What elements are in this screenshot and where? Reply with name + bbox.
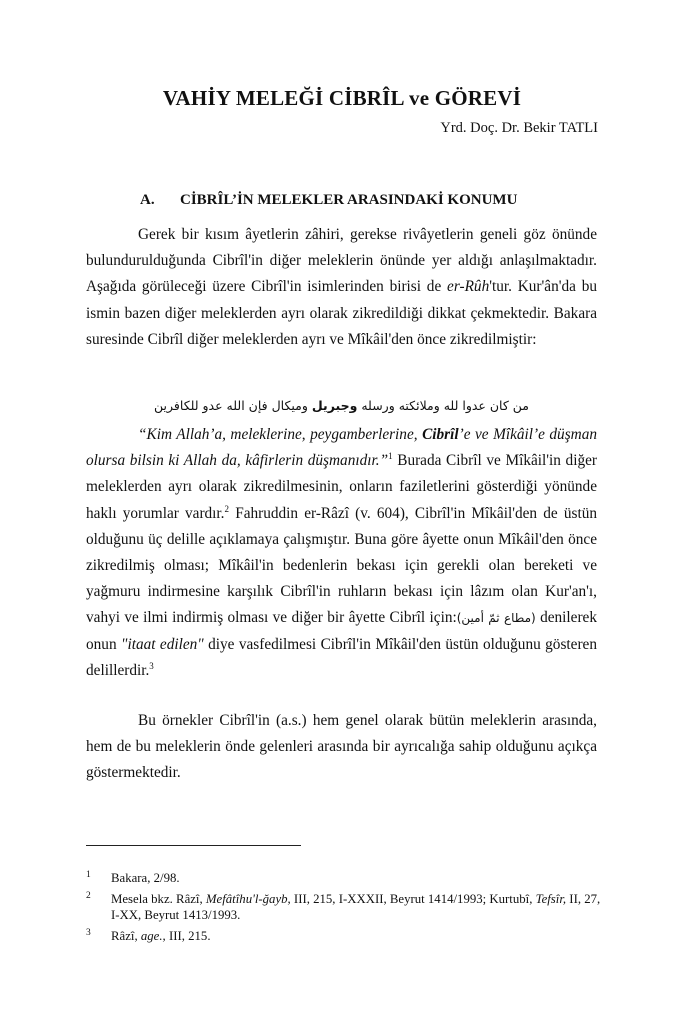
footnote-number: 2 <box>86 891 91 901</box>
arabic-verse <box>86 393 597 419</box>
footnote-1 <box>86 870 601 886</box>
paragraph-2-text-a: Burada Cibrîl ve Mîkâil'in diğer meleklerden ayrı olarak zikredilmesinin, onların faziletlerini gösterdiği yönünde haklı yorumlar vardır. <box>86 452 597 522</box>
arabic-verse-before: من كان عدوا لله وملائكته ورسله <box>357 398 529 413</box>
footnote-divider <box>86 845 301 846</box>
footnote-work-title: Mefâtîhu'l-ğayb, <box>205 892 291 906</box>
paragraph-3: Bu örnekler Cibrîl'in (a.s.) hem genel olarak bütün meleklerin arasında, hem de bu meleklerin önde gelenleri arasında bir ayrıcalığa sahip olduğunu açıkça göstermektedir. <box>86 712 597 782</box>
section-number: A. <box>140 192 155 208</box>
footnote-ref-3[interactable]: 3 <box>149 660 154 671</box>
paragraph-2-italic: "itaat edilen" <box>121 635 204 653</box>
footnote-text: Bakara, 2/98. <box>111 871 180 885</box>
footnote-text-a: Mesela bkz. Râzî, <box>111 892 206 906</box>
paragraph-1-text-a: Gerek bir kısım âyetlerin zâhiri, gerekse rivâyetlerin geneli göz önünde bulundurulduğunda Cibrîl'in diğer meleklerin önünde yer aldığı anlaşılmaktadır. Aşağıda görüleceği üzere Cibrîl'in isimlerinden birisi de <box>86 226 597 296</box>
footnote-2 <box>86 891 601 923</box>
paragraph-2-text-b: Fahruddin er-Râzî (v. 604), Cibrîl'in Mîkâil'den de üstün olduğunu üç delille açıklamaya çalışmıştır. Buna göre âyette onun Mîkâil'den önce zikredilmiş olması; Mîkâil'in bedenlerin bekası için gerekli olan bereketi ve yağmuru indirmesine karşılık Cibrîl'in ruhların bekası için lâzım olan Kur'an'ı, vahyi ve ilmi indirmiş olması ve diğer bir âyette Cibrîl için: <box>86 504 597 627</box>
footnote-ref-2[interactable]: 2 <box>224 503 230 514</box>
paragraph-1-text-b: 'tur. Kur'ân'da bu ismin bazen diğer meleklerden ayrı olarak zikredildiği dikkat çekmektedir. Bakara suresinde Cibrîl diğer meleklerden ayrı ve Mîkâil'den önce zikredilmiştir: <box>86 278 598 348</box>
footnote-text-b: III, 215, I-XXXII, Beyrut 1414/1993; Kurtubî, <box>290 892 536 906</box>
footnote-number: 3 <box>86 928 91 938</box>
footnote-number: 1 <box>86 870 91 880</box>
paragraph-1 <box>86 222 597 353</box>
arabic-verse-after: وميكال فإن الله عدو للكافرين <box>154 398 312 413</box>
section-heading <box>140 192 517 209</box>
paragraph-2-text-d: diye vasfedilmesi Cibrîl'in Mîkâil'den üstün olduğunu gösteren delillerdir. <box>86 635 597 679</box>
paragraph-1-italic: er-Rûh <box>447 278 490 296</box>
arabic-inline-phrase: (مطاع ثمّ أمين) <box>456 611 536 626</box>
verse-translation-b: ’e ve Mîkâil’e düşman olursa bilsin ki Allah da, kâfirlerin düşmanıdır.” <box>86 426 598 470</box>
verse-translation-a: “Kim Allah’a, meleklerine, peygamberlerine, <box>138 426 423 443</box>
paragraph-2 <box>86 422 597 684</box>
footnote-text-c: II, 27, I-XX, Beyrut 1413/1993. <box>111 892 601 922</box>
verse-translation-bold: Cibrîl <box>422 426 459 443</box>
footnote-text-b: III, 215. <box>165 929 211 943</box>
arabic-verse-bold: وجبريل <box>311 398 358 413</box>
paragraph-2-text-c: denilerek onun <box>86 609 597 653</box>
page-title: VAHİY MELEĞİ CİBRÎL ve GÖREVİ <box>162 86 522 110</box>
footnote-work-title: age., <box>140 929 166 943</box>
footnotes <box>86 870 601 949</box>
author-name: Yrd. Doç. Dr. Bekir TATLI <box>440 120 598 136</box>
section-title: CİBRÎL’İN MELEKLER ARASINDAKİ KONUMU <box>180 192 518 208</box>
footnote-text-a: Râzî, <box>111 929 141 943</box>
footnote-3 <box>86 928 601 944</box>
footnote-ref-1[interactable]: 1 <box>388 451 393 462</box>
footnote-work-title: Tefsîr, <box>535 892 567 906</box>
